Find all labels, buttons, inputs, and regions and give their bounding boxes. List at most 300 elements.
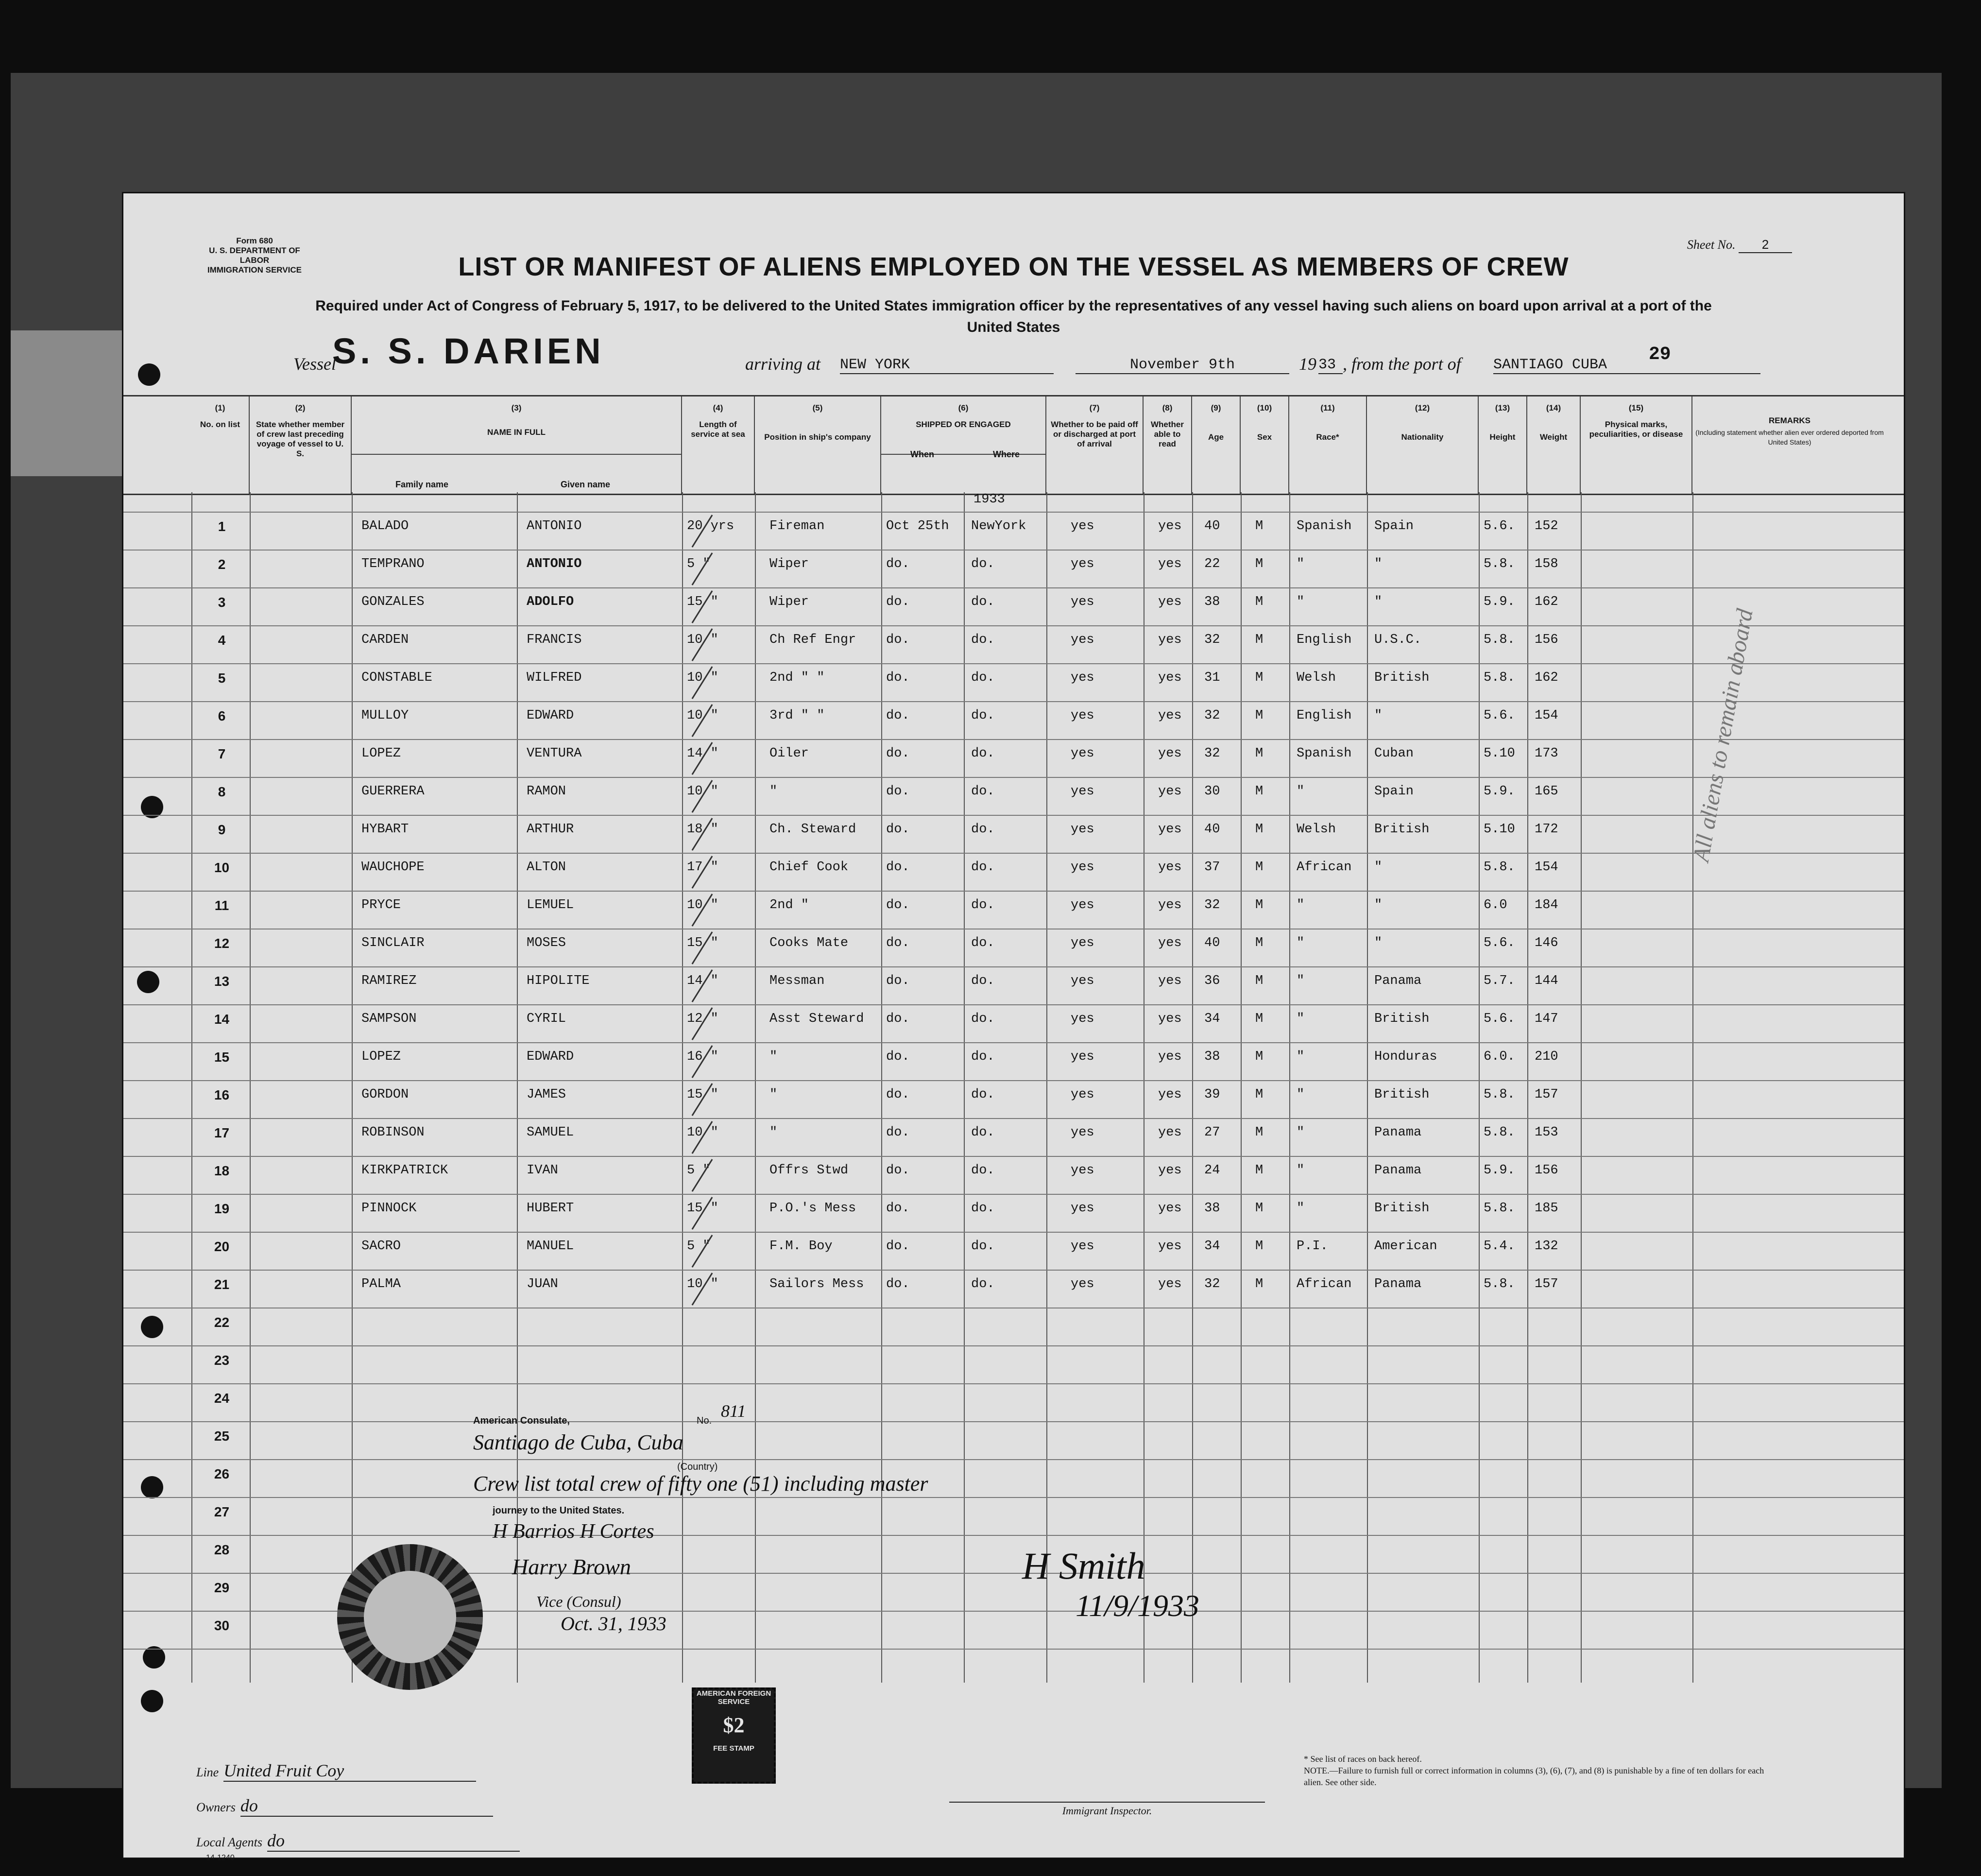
sheet-number	[1687, 237, 1792, 253]
row-number: 26	[214, 1466, 230, 1481]
table-cell: yes	[1158, 1163, 1182, 1178]
table-cell: ADOLFO	[527, 595, 574, 609]
header-text: Nationality	[1401, 432, 1444, 442]
row-number: 16	[214, 1087, 230, 1102]
header-num: (9)	[1211, 403, 1221, 413]
table-cell: BALADO	[361, 519, 409, 534]
table-cell: M	[1255, 708, 1264, 723]
header-text: Weight	[1539, 432, 1568, 442]
header-shipped	[881, 396, 1046, 494]
table-cell: yes	[1158, 936, 1182, 950]
row-number: 13	[214, 974, 230, 989]
table-cell: do.	[971, 671, 995, 685]
table-cell: IVAN	[527, 1163, 558, 1178]
row-line	[123, 625, 1904, 626]
table-cell: yes	[1071, 898, 1094, 912]
table-cell: RAMON	[527, 784, 566, 799]
form-department: U. S. DEPARTMENT OF LABOR	[209, 246, 300, 265]
stamp-value: $2	[723, 1713, 745, 1737]
table-cell: JAMES	[527, 1087, 566, 1102]
fee-stamp	[692, 1687, 776, 1784]
table-cell: 10 "	[687, 671, 718, 685]
table-cell: 15 "	[687, 1201, 718, 1216]
table-cell: P.O.'s Mess	[769, 1201, 856, 1216]
row-line	[123, 663, 1904, 664]
table-cell: Panama	[1374, 1125, 1422, 1140]
table-cell: British	[1374, 822, 1430, 837]
header-text: Race*	[1316, 432, 1339, 442]
table-cell: Chief Cook	[769, 860, 849, 875]
table-cell: yes	[1071, 936, 1094, 950]
table-cell: 184	[1535, 898, 1558, 912]
table-cell: yes	[1071, 746, 1094, 761]
table-cell: ALTON	[527, 860, 566, 875]
table-cell: do.	[886, 671, 910, 685]
row-line	[123, 1421, 1904, 1422]
table-cell: 5.9.	[1484, 784, 1515, 799]
table-cell: 154	[1535, 708, 1558, 723]
crew-table	[123, 492, 1904, 1683]
consulate-country: (Country)	[677, 1462, 718, 1472]
stamp-top: AMERICAN FOREIGN SERVICE	[696, 1689, 771, 1706]
column-line	[1367, 492, 1368, 1683]
table-cell: 172	[1535, 822, 1558, 837]
row-number: 2	[218, 557, 226, 572]
header-remarks-sub: (Including statement whether alien ever ordered deported from United States)	[1695, 429, 1884, 446]
table-cell: do.	[971, 1012, 995, 1026]
row-number: 30	[214, 1618, 230, 1633]
table-cell: 5.8.	[1484, 1277, 1515, 1291]
table-cell: HUBERT	[527, 1201, 574, 1216]
table-cell: Ch. Steward	[769, 822, 856, 837]
row-number: 12	[214, 936, 230, 951]
agents-label: Local Agents	[196, 1835, 263, 1849]
footer-notes	[1304, 1753, 1780, 1788]
header-num: (1)	[215, 403, 225, 413]
table-cell: do.	[886, 860, 910, 875]
table-cell: Offrs Stwd	[769, 1163, 849, 1178]
header-given-name: Given name	[561, 480, 611, 489]
table-cell: 2nd "	[769, 898, 809, 912]
table-cell: 147	[1535, 1012, 1558, 1026]
table-cell: 156	[1535, 633, 1558, 647]
sheet-label: Sheet No.	[1687, 238, 1736, 252]
vessel-label: Vessel	[293, 354, 336, 374]
table-cell: M	[1255, 860, 1264, 875]
table-cell: yes	[1158, 557, 1182, 571]
crew-total-note: Crew list total crew of fifty one (51) including master	[473, 1472, 928, 1496]
table-cell: "	[769, 1125, 778, 1140]
row-line	[123, 587, 1904, 588]
row-number: 18	[214, 1163, 230, 1178]
table-cell: yes	[1158, 519, 1182, 534]
column-line	[250, 492, 251, 1683]
owners-value: do	[240, 1795, 493, 1817]
table-cell: Honduras	[1374, 1050, 1437, 1064]
owners-field	[196, 1795, 520, 1817]
table-cell: Cuban	[1374, 746, 1414, 761]
column-line	[1581, 492, 1582, 1683]
table-cell: PINNOCK	[361, 1201, 417, 1216]
table-cell: do.	[971, 784, 995, 799]
table-cell: GUERRERA	[361, 784, 425, 799]
table-cell: do.	[971, 1277, 995, 1291]
line-label: Line	[196, 1765, 219, 1779]
table-cell: 10 "	[687, 633, 718, 647]
table-cell: do.	[971, 1163, 995, 1178]
table-cell: M	[1255, 671, 1264, 685]
row-line	[123, 739, 1904, 740]
row-number: 9	[218, 822, 226, 837]
table-cell: do.	[886, 1125, 910, 1140]
table-cell: 20 yrs	[687, 519, 734, 534]
row-number: 4	[218, 633, 226, 648]
table-cell: "	[769, 1050, 778, 1064]
vice-consul-label: Vice (Consul)	[536, 1593, 621, 1610]
table-cell: ARTHUR	[527, 822, 574, 837]
table-cell: yes	[1071, 708, 1094, 723]
table-cell: 15 "	[687, 1087, 718, 1102]
header-text: Sex	[1257, 432, 1272, 442]
table-cell: EDWARD	[527, 1050, 574, 1064]
table-cell: VENTURA	[527, 746, 582, 761]
line-field	[196, 1760, 520, 1782]
races-note: * See list of races on back hereof.	[1304, 1754, 1422, 1764]
table-cell: "	[1374, 708, 1383, 723]
table-cell: 38	[1204, 1050, 1220, 1064]
table-cell: yes	[1071, 1201, 1094, 1216]
table-cell: do.	[886, 1201, 910, 1216]
bottom-fields	[196, 1760, 520, 1876]
table-cell: P.I.	[1297, 1239, 1328, 1254]
header-num: (2)	[295, 403, 306, 413]
table-cell: LEMUEL	[527, 898, 574, 912]
table-cell: do.	[886, 936, 910, 950]
table-cell: yes	[1071, 860, 1094, 875]
row-line	[123, 550, 1904, 551]
table-cell: 156	[1535, 1163, 1558, 1178]
header-text: Whether able to read	[1151, 420, 1184, 448]
list-number: 29	[1649, 344, 1671, 365]
agents-field	[196, 1830, 520, 1852]
table-cell: 34	[1204, 1239, 1220, 1254]
row-line	[123, 1042, 1904, 1043]
sheet-value: 2	[1739, 237, 1792, 253]
header-num: (13)	[1495, 403, 1510, 413]
row-line	[123, 1194, 1904, 1195]
row-line	[123, 777, 1904, 778]
from-label: , from the port of	[1343, 354, 1461, 374]
table-cell: 144	[1535, 974, 1558, 988]
table-cell: "	[1297, 1087, 1305, 1102]
table-cell: Cooks Mate	[769, 936, 849, 950]
table-cell: 157	[1535, 1277, 1558, 1291]
table-cell: 10 "	[687, 784, 718, 799]
table-cell: 157	[1535, 1087, 1558, 1102]
table-cell: yes	[1071, 1012, 1094, 1026]
table-cell: Messman	[769, 974, 825, 988]
header-text: No. on list	[200, 420, 240, 429]
table-cell: M	[1255, 974, 1264, 988]
row-number: 7	[218, 746, 226, 761]
header-num: (6)	[958, 403, 969, 413]
table-cell: 36	[1204, 974, 1220, 988]
table-cell: 10 "	[687, 898, 718, 912]
form-code: 14-1240	[206, 1854, 235, 1862]
table-cell: LOPEZ	[361, 746, 401, 761]
table-cell: NewYork	[971, 519, 1026, 534]
table-cell: British	[1374, 1012, 1430, 1026]
consulate-place: Santiago de Cuba, Cuba	[473, 1430, 683, 1454]
table-cell: EDWARD	[527, 708, 574, 723]
table-cell: yes	[1158, 671, 1182, 685]
table-cell: 6.0.	[1484, 1050, 1515, 1064]
row-number: 8	[218, 784, 226, 799]
header-num: (10)	[1257, 403, 1272, 413]
header-text: Length of service at sea	[691, 420, 745, 439]
table-cell: F.M. Boy	[769, 1239, 833, 1254]
header-num: (7)	[1089, 403, 1100, 413]
row-line	[123, 1383, 1904, 1384]
table-cell: 32	[1204, 746, 1220, 761]
table-cell: 162	[1535, 671, 1558, 685]
table-cell: 173	[1535, 746, 1558, 761]
table-cell: M	[1255, 519, 1264, 534]
table-cell: 5.8.	[1484, 1087, 1515, 1102]
row-line	[123, 1345, 1904, 1346]
table-cell: do.	[886, 633, 910, 647]
table-cell: do.	[971, 633, 995, 647]
table-cell: "	[769, 784, 778, 799]
table-cell: African	[1297, 860, 1352, 875]
table-cell: WAUCHOPE	[361, 860, 425, 875]
table-cell: 162	[1535, 595, 1558, 609]
table-cell: yes	[1158, 1125, 1182, 1140]
table-cell: 146	[1535, 936, 1558, 950]
table-cell: FRANCIS	[527, 633, 582, 647]
table-cell: CYRIL	[527, 1012, 566, 1026]
table-cell: do.	[971, 708, 995, 723]
row-line	[123, 891, 1904, 892]
table-cell: do.	[886, 784, 910, 799]
header-nationality	[1367, 396, 1479, 494]
row-number: 15	[214, 1050, 230, 1065]
table-cell: 6.0	[1484, 898, 1507, 912]
table-cell: HIPOLITE	[527, 974, 590, 988]
line-value: United Fruit Coy	[223, 1760, 476, 1782]
table-cell: yes	[1071, 1277, 1094, 1291]
table-cell: 5.10	[1484, 746, 1515, 761]
header-race	[1289, 396, 1367, 494]
arriving-label: arriving at	[745, 354, 821, 374]
column-line	[1692, 492, 1693, 1683]
column-line	[191, 492, 192, 1683]
table-cell: do.	[971, 1201, 995, 1216]
table-cell: "	[1297, 1125, 1305, 1140]
table-cell: do.	[971, 1050, 995, 1064]
header-name	[352, 396, 682, 494]
consulate-label: American Consulate,	[473, 1415, 570, 1426]
header-num: (15)	[1628, 403, 1644, 413]
header-weight	[1527, 396, 1581, 494]
header-text: Position in ship's company	[764, 432, 871, 442]
row-line	[123, 1118, 1904, 1119]
table-cell: M	[1255, 1087, 1264, 1102]
table-cell: MULLOY	[361, 708, 409, 723]
table-cell: GORDON	[361, 1087, 409, 1102]
row-line	[123, 1156, 1904, 1157]
row-line	[123, 1459, 1904, 1460]
column-line	[517, 492, 518, 1683]
table-cell: "	[1374, 557, 1383, 571]
table-cell: 158	[1535, 557, 1558, 571]
table-cell: "	[1297, 557, 1305, 571]
table-cell: 5.6.	[1484, 936, 1515, 950]
table-cell: "	[1297, 1163, 1305, 1178]
consulate-date: Oct. 31, 1933	[561, 1613, 666, 1635]
column-line	[755, 492, 756, 1683]
year-prefix: 19	[1299, 354, 1316, 374]
table-cell: 10 "	[687, 708, 718, 723]
table-cell: M	[1255, 1012, 1264, 1026]
table-cell: ANTONIO	[527, 519, 582, 534]
table-cell: Spain	[1374, 519, 1414, 534]
table-cell: 5 "	[687, 557, 711, 571]
row-line	[123, 701, 1904, 702]
table-cell: Wiper	[769, 595, 809, 609]
table-cell: HYBART	[361, 822, 409, 837]
table-cell: do.	[886, 557, 910, 571]
table-cell: 32	[1204, 1277, 1220, 1291]
table-cell: M	[1255, 1239, 1264, 1254]
table-cell: "	[1297, 974, 1305, 988]
row-number: 14	[214, 1012, 230, 1027]
table-cell: "	[769, 1087, 778, 1102]
table-cell: yes	[1071, 595, 1094, 609]
table-header	[123, 395, 1904, 495]
header-physical-marks	[1581, 396, 1692, 494]
header-text: State whether member of crew last preceding voyage of vessel to U. S.	[256, 420, 345, 458]
table-cell: do.	[886, 1050, 910, 1064]
row-number: 23	[214, 1353, 230, 1368]
table-cell: do.	[971, 557, 995, 571]
table-cell: 22	[1204, 557, 1220, 571]
table-cell: 153	[1535, 1125, 1558, 1140]
row-number: 27	[214, 1504, 230, 1519]
header-num: (12)	[1415, 403, 1430, 413]
table-cell: British	[1374, 671, 1430, 685]
table-cell: do.	[886, 1277, 910, 1291]
table-cell: yes	[1071, 633, 1094, 647]
header-when: When	[910, 449, 934, 459]
column-line	[352, 492, 353, 1683]
column-line	[964, 492, 965, 1683]
header-where: Where	[993, 449, 1020, 459]
row-number: 10	[214, 860, 230, 875]
row-line	[123, 1535, 1904, 1536]
table-cell: 16 "	[687, 1050, 718, 1064]
column-line	[682, 492, 683, 1683]
table-cell: "	[1297, 936, 1305, 950]
table-cell: do.	[971, 595, 995, 609]
table-cell: yes	[1158, 822, 1182, 837]
table-cell: 24	[1204, 1163, 1220, 1178]
form-service: IMMIGRATION SERVICE	[207, 265, 302, 275]
table-cell: do.	[971, 1125, 995, 1140]
table-cell: yes	[1158, 746, 1182, 761]
table-cell: ANTONIO	[527, 557, 582, 571]
table-cell: yes	[1071, 1087, 1094, 1102]
table-cell: 5 "	[687, 1239, 711, 1254]
remarks-handwritten: All aliens to remain aboard	[1688, 607, 1758, 864]
header-text: REMARKS	[1769, 416, 1810, 425]
table-cell: Panama	[1374, 1277, 1422, 1291]
header-text: Physical marks, peculiarities, or disease	[1589, 420, 1683, 439]
header-num: (5)	[812, 403, 823, 413]
header-text: Age	[1208, 432, 1224, 442]
row-number: 5	[218, 671, 226, 686]
table-cell: yes	[1158, 784, 1182, 799]
table-cell: Wiper	[769, 557, 809, 571]
table-cell: "	[1374, 936, 1383, 950]
table-cell: yes	[1071, 784, 1094, 799]
table-cell: do.	[886, 1012, 910, 1026]
row-line	[123, 853, 1904, 854]
binder-tab	[11, 330, 124, 476]
table-cell: yes	[1158, 974, 1182, 988]
table-cell: 15 "	[687, 936, 718, 950]
header-sex	[1241, 396, 1289, 494]
table-cell: GONZALES	[361, 595, 425, 609]
stamp-bottom: FEE STAMP	[713, 1744, 754, 1753]
table-cell: Welsh	[1297, 822, 1336, 837]
table-cell: do.	[971, 1087, 995, 1102]
table-cell: "	[1374, 860, 1383, 875]
consul-signature-2: Harry Brown	[512, 1554, 631, 1579]
table-cell: yes	[1071, 974, 1094, 988]
table-cell: yes	[1071, 519, 1094, 534]
table-cell: 5.6.	[1484, 1012, 1515, 1026]
table-cell: 32	[1204, 708, 1220, 723]
form-no: Form 680	[236, 236, 273, 245]
table-cell: M	[1255, 595, 1264, 609]
row-line	[123, 966, 1904, 967]
table-cell: 39	[1204, 1087, 1220, 1102]
table-cell: 31	[1204, 671, 1220, 685]
row-line	[123, 815, 1904, 816]
table-cell: "	[1297, 784, 1305, 799]
row-line	[123, 1497, 1904, 1498]
table-cell: yes	[1158, 1201, 1182, 1216]
table-cell: "	[1297, 1012, 1305, 1026]
table-cell: do.	[886, 595, 910, 609]
header-text: NAME IN FULL	[487, 428, 546, 437]
table-cell: yes	[1158, 898, 1182, 912]
table-cell: PALMA	[361, 1277, 401, 1291]
table-cell: JUAN	[527, 1277, 558, 1291]
header-no	[191, 396, 250, 494]
table-cell: M	[1255, 1050, 1264, 1064]
table-cell: WILFRED	[527, 671, 582, 685]
table-cell: American	[1374, 1239, 1437, 1254]
header-num: (3)	[511, 403, 522, 413]
table-cell: yes	[1158, 1012, 1182, 1026]
table-cell: Panama	[1374, 974, 1422, 988]
table-cell: 15 "	[687, 595, 718, 609]
year-note: 1933	[973, 492, 1005, 507]
header-remarks	[1692, 396, 1887, 494]
table-cell: 40	[1204, 519, 1220, 534]
